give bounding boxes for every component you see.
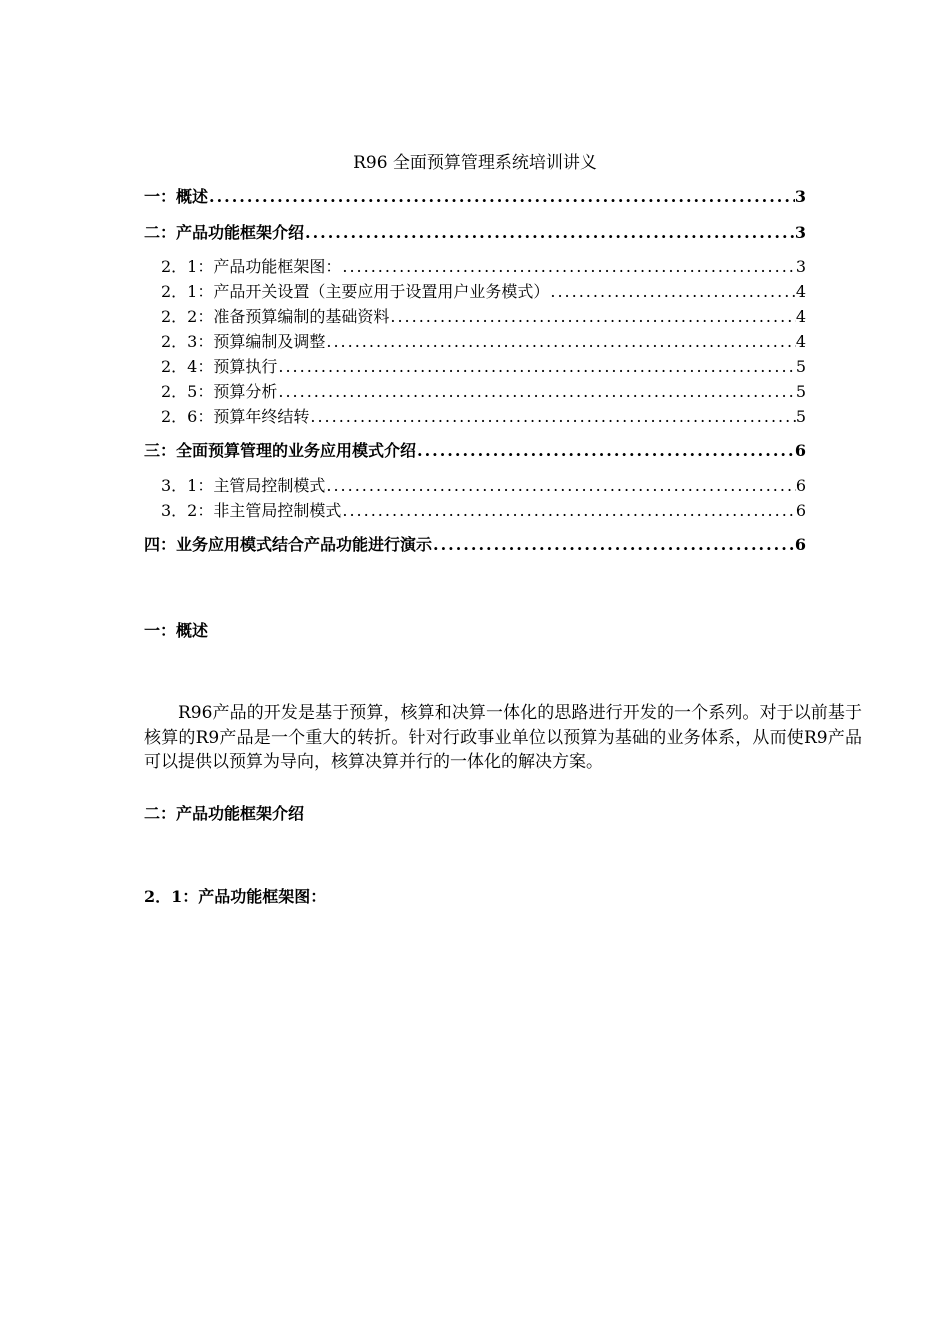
toc-entry-page: 4 <box>795 307 806 326</box>
toc-entry-text: 三：全面预算管理的业务应用模式介绍 <box>144 441 417 460</box>
toc-leader-dots <box>416 440 795 462</box>
toc-leader-dots <box>277 356 795 378</box>
toc-entry[interactable] <box>144 281 806 303</box>
toc-entry[interactable] <box>144 356 806 378</box>
toc-entry-text: 3．1：主管局控制模式 <box>161 476 326 495</box>
toc-entry-page: 6 <box>795 476 806 495</box>
toc-entry[interactable] <box>144 306 806 328</box>
toc-entry-page: 5 <box>795 357 806 376</box>
toc-entry[interactable] <box>144 186 806 208</box>
toc-leader-dots <box>277 381 795 403</box>
toc-entry-text: 二：产品功能框架介绍 <box>144 223 305 242</box>
toc-leader-dots <box>304 222 795 244</box>
toc-leader-dots <box>325 331 795 353</box>
toc-entry-text: 2．4：预算执行 <box>161 357 278 376</box>
toc-entry-text: 2．2：准备预算编制的基础资料 <box>161 307 390 326</box>
overview-paragraph: R96产品的开发是基于预算，核算和决算一体化的思路进行开发的一个系列。对于以前基于核算的R9产品是一个重大的转折。针对行政事业单位以预算为基础的业务体系，从而使R9产品可以提供以预算为导向，核算决算并行的一体化的解决方案。 <box>144 703 862 772</box>
toc-entry-text: 3．2：非主管局控制模式 <box>161 501 342 520</box>
toc-entry[interactable] <box>144 475 806 497</box>
toc-entry[interactable] <box>144 256 806 278</box>
toc-entry-text: 一：概述 <box>144 187 209 206</box>
toc-leader-dots <box>389 306 795 328</box>
toc-entry-page: 3 <box>794 187 806 206</box>
toc-entry-text: 2．5：预算分析 <box>161 382 278 401</box>
toc-leader-dots <box>309 406 795 428</box>
toc-entry[interactable] <box>144 440 806 462</box>
toc-entry-page: 5 <box>795 407 806 426</box>
toc-entry-page: 6 <box>794 441 806 460</box>
framework-diagram-heading: 2．1：产品功能框架图： <box>144 887 327 906</box>
toc-entry-page: 3 <box>794 223 806 242</box>
overview-heading: 一：概述 <box>144 621 209 640</box>
toc-entry[interactable] <box>144 406 806 428</box>
toc-entry-page: 6 <box>795 501 806 520</box>
toc-entry-text: 2．1：产品开关设置（主要应用于设置用户业务模式） <box>161 282 550 301</box>
toc-leader-dots <box>208 186 795 208</box>
framework-heading: 二：产品功能框架介绍 <box>144 804 305 823</box>
toc-entry-page: 6 <box>794 535 806 554</box>
toc-entry-page: 5 <box>795 382 806 401</box>
document-title: R96 全面预算管理系统培训讲义 <box>353 153 597 173</box>
toc-leader-dots <box>549 281 795 303</box>
toc-leader-dots <box>432 534 795 556</box>
toc-entry-page: 4 <box>795 332 806 351</box>
toc-entry[interactable] <box>144 222 806 244</box>
toc-entry[interactable] <box>144 500 806 522</box>
toc-entry-text: 四：业务应用模式结合产品功能进行演示 <box>144 535 433 554</box>
toc-entry-text: 2．6：预算年终结转 <box>161 407 310 426</box>
toc-leader-dots <box>341 256 795 278</box>
toc-entry-page: 3 <box>795 257 806 276</box>
toc-leader-dots <box>325 475 795 497</box>
toc-entry[interactable] <box>144 381 806 403</box>
toc-entry-text: 2．3：预算编制及调整 <box>161 332 326 351</box>
toc-entry[interactable] <box>144 534 806 556</box>
toc-entry-text: 2．1：产品功能框架图： <box>161 257 342 276</box>
toc-entry-page: 4 <box>795 282 806 301</box>
toc-leader-dots <box>341 500 795 522</box>
toc-entry[interactable] <box>144 331 806 353</box>
